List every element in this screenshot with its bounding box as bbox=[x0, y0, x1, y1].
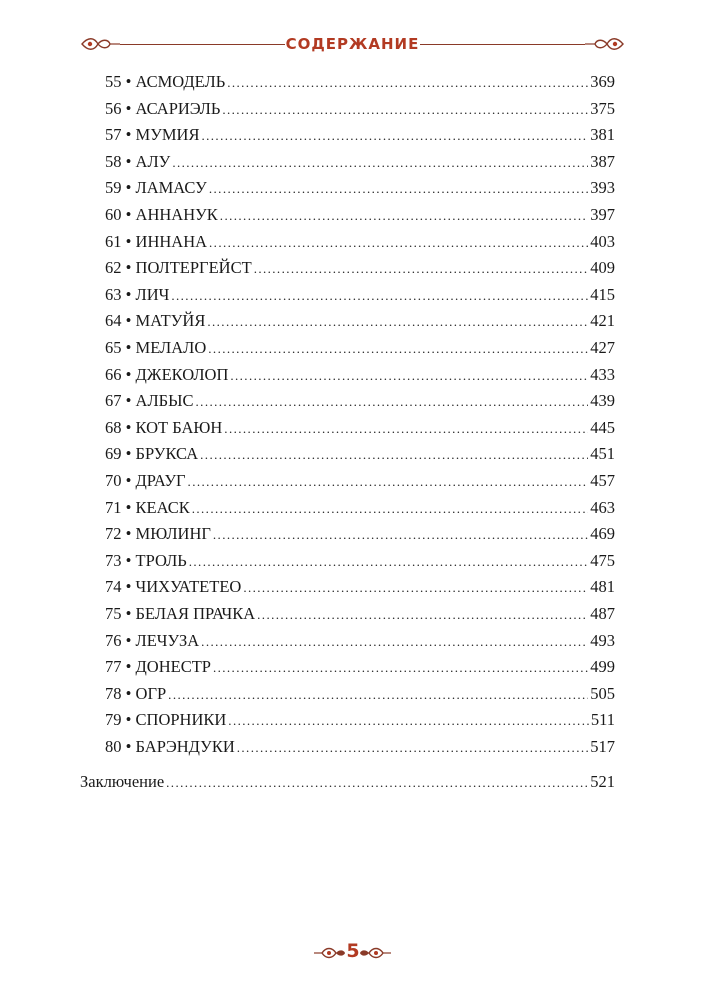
entry-page: 375 bbox=[590, 98, 615, 118]
entry-page: 463 bbox=[590, 497, 615, 517]
dot-leader bbox=[222, 99, 588, 121]
toc-entry[interactable] bbox=[105, 523, 615, 545]
dot-leader bbox=[243, 577, 588, 599]
ornament-icon bbox=[359, 944, 391, 962]
entry-title: 79 • СПОРНИКИ bbox=[105, 710, 227, 730]
entry-page: 403 bbox=[590, 231, 615, 251]
dot-leader bbox=[213, 524, 588, 546]
entry-title: 55 • АСМОДЕЛЬ bbox=[105, 72, 226, 91]
toc-entry[interactable] bbox=[105, 470, 615, 492]
toc-entry[interactable] bbox=[105, 417, 615, 439]
entry-title: 70 • ДРАУГ bbox=[105, 471, 186, 490]
entry-page: 469 bbox=[590, 524, 615, 544]
entry-title: 59 • ЛАМАСУ bbox=[105, 178, 207, 198]
dot-leader bbox=[168, 684, 588, 706]
entry-page: 487 bbox=[590, 604, 615, 623]
entry-page: 521 bbox=[590, 772, 615, 791]
toc-entry[interactable] bbox=[105, 71, 615, 93]
entry-page: 393 bbox=[590, 178, 615, 198]
toc-entry[interactable] bbox=[105, 550, 615, 572]
entry-page: 445 bbox=[590, 417, 615, 437]
toc-entry[interactable] bbox=[105, 177, 615, 199]
entry-title: 73 • ТРОЛЬ bbox=[105, 550, 187, 570]
entry-page: 427 bbox=[590, 338, 615, 357]
ornament-icon bbox=[585, 33, 625, 55]
toc-entry[interactable] bbox=[105, 630, 615, 652]
entry-title: 58 • АЛУ bbox=[105, 151, 171, 171]
entry-page: 451 bbox=[590, 444, 615, 464]
entry-page: 369 bbox=[590, 72, 615, 91]
entry-page: 421 bbox=[590, 311, 615, 331]
page-title: СОДЕРЖАНИЕ bbox=[285, 35, 420, 53]
toc-entry[interactable] bbox=[105, 497, 615, 519]
dot-leader bbox=[208, 338, 588, 360]
toc-entry[interactable] bbox=[105, 656, 615, 678]
entry-page: 499 bbox=[590, 657, 615, 677]
entry-page: 397 bbox=[590, 205, 615, 224]
dot-leader bbox=[220, 205, 588, 227]
entry-title: 76 • ЛЕЧУЗА bbox=[105, 630, 200, 650]
dot-leader bbox=[188, 471, 589, 493]
entry-page: 493 bbox=[590, 630, 615, 650]
entry-title: Заключение bbox=[80, 772, 165, 791]
toc-entry[interactable] bbox=[105, 683, 615, 705]
ornament-icon bbox=[314, 944, 346, 962]
toc-entry[interactable] bbox=[105, 231, 615, 253]
dot-leader bbox=[189, 551, 589, 573]
dot-leader bbox=[230, 365, 588, 387]
toc-entry[interactable] bbox=[105, 310, 615, 332]
toc-entry[interactable] bbox=[105, 736, 615, 758]
entry-title: 78 • ОГР bbox=[105, 683, 167, 703]
entry-title: 63 • ЛИЧ bbox=[105, 284, 170, 304]
header-rule-right bbox=[420, 44, 585, 45]
dot-leader bbox=[201, 125, 588, 147]
toc-entry[interactable] bbox=[105, 257, 615, 279]
entry-title: 68 • КОТ БАЮН bbox=[105, 417, 223, 437]
toc-entry[interactable] bbox=[105, 364, 615, 386]
dot-leader bbox=[200, 444, 588, 466]
entry-title: 62 • ПОЛТЕРГЕЙСТ bbox=[105, 258, 252, 278]
toc-entry[interactable] bbox=[105, 709, 615, 731]
toc-entry[interactable] bbox=[105, 576, 615, 598]
entry-page: 415 bbox=[590, 284, 615, 304]
entry-page: 409 bbox=[590, 258, 615, 278]
dot-leader bbox=[213, 657, 588, 679]
toc-entry[interactable] bbox=[105, 443, 615, 465]
entry-title: 71 • КЕАСК bbox=[105, 497, 190, 517]
toc-entry[interactable] bbox=[105, 151, 615, 173]
dot-leader bbox=[201, 631, 588, 653]
dot-leader bbox=[209, 232, 588, 254]
entry-title: 57 • МУМИЯ bbox=[105, 125, 200, 145]
entry-title: 74 • ЧИХУАТЕТЕО bbox=[105, 577, 242, 597]
toc-entry[interactable] bbox=[105, 284, 615, 306]
entry-page: 517 bbox=[590, 737, 615, 756]
page-header bbox=[80, 33, 625, 55]
toc-entry[interactable] bbox=[105, 124, 615, 146]
toc-entry[interactable] bbox=[105, 204, 615, 226]
dot-leader bbox=[228, 710, 589, 732]
toc-entry[interactable] bbox=[105, 603, 615, 625]
entry-title: 72 • МЮЛИНГ bbox=[105, 524, 211, 544]
toc-entry-conclusion[interactable] bbox=[80, 771, 615, 793]
entry-page: 457 bbox=[590, 471, 615, 490]
entry-page: 481 bbox=[590, 577, 615, 597]
entry-page: 511 bbox=[590, 710, 615, 730]
dot-leader bbox=[166, 772, 588, 794]
entry-title: 66 • ДЖЕКОЛОП bbox=[105, 364, 229, 384]
dot-leader bbox=[224, 418, 588, 440]
entry-page: 475 bbox=[590, 550, 615, 570]
entry-title: 60 • АННАНУК bbox=[105, 205, 218, 224]
dot-leader bbox=[171, 285, 588, 307]
entry-page: 505 bbox=[590, 683, 615, 703]
dot-leader bbox=[257, 604, 588, 626]
entry-page: 439 bbox=[590, 391, 615, 411]
entry-title: 77 • ДОНЕСТР bbox=[105, 657, 211, 677]
entry-title: 61 • ИННАНА bbox=[105, 231, 208, 251]
dot-leader bbox=[192, 498, 589, 520]
entry-page: 433 bbox=[590, 364, 615, 384]
entry-title: 65 • МЕЛАЛО bbox=[105, 338, 207, 357]
toc-entry[interactable] bbox=[105, 337, 615, 359]
entry-page: 381 bbox=[590, 125, 615, 145]
dot-leader bbox=[254, 258, 589, 280]
entry-title: 80 • БАРЭНДУКИ bbox=[105, 737, 235, 756]
entry-title: 69 • БРУКСА bbox=[105, 444, 199, 464]
toc-entry[interactable] bbox=[105, 390, 615, 412]
entry-page: 387 bbox=[590, 151, 615, 171]
toc-entry[interactable] bbox=[105, 98, 615, 120]
dot-leader bbox=[172, 152, 588, 174]
dot-leader bbox=[237, 737, 589, 759]
entry-title: 64 • МАТУЙЯ bbox=[105, 311, 206, 331]
page-footer bbox=[0, 940, 705, 966]
entry-title: 56 • АСАРИЭЛЬ bbox=[105, 98, 221, 118]
entry-title: 67 • АЛБЫС bbox=[105, 391, 194, 411]
dot-leader bbox=[227, 72, 588, 94]
dot-leader bbox=[196, 391, 589, 413]
dot-leader bbox=[207, 311, 588, 333]
dot-leader bbox=[209, 178, 588, 200]
page-number: 5 bbox=[346, 940, 360, 962]
entry-title: 75 • БЕЛАЯ ПРАЧКА bbox=[105, 604, 256, 623]
